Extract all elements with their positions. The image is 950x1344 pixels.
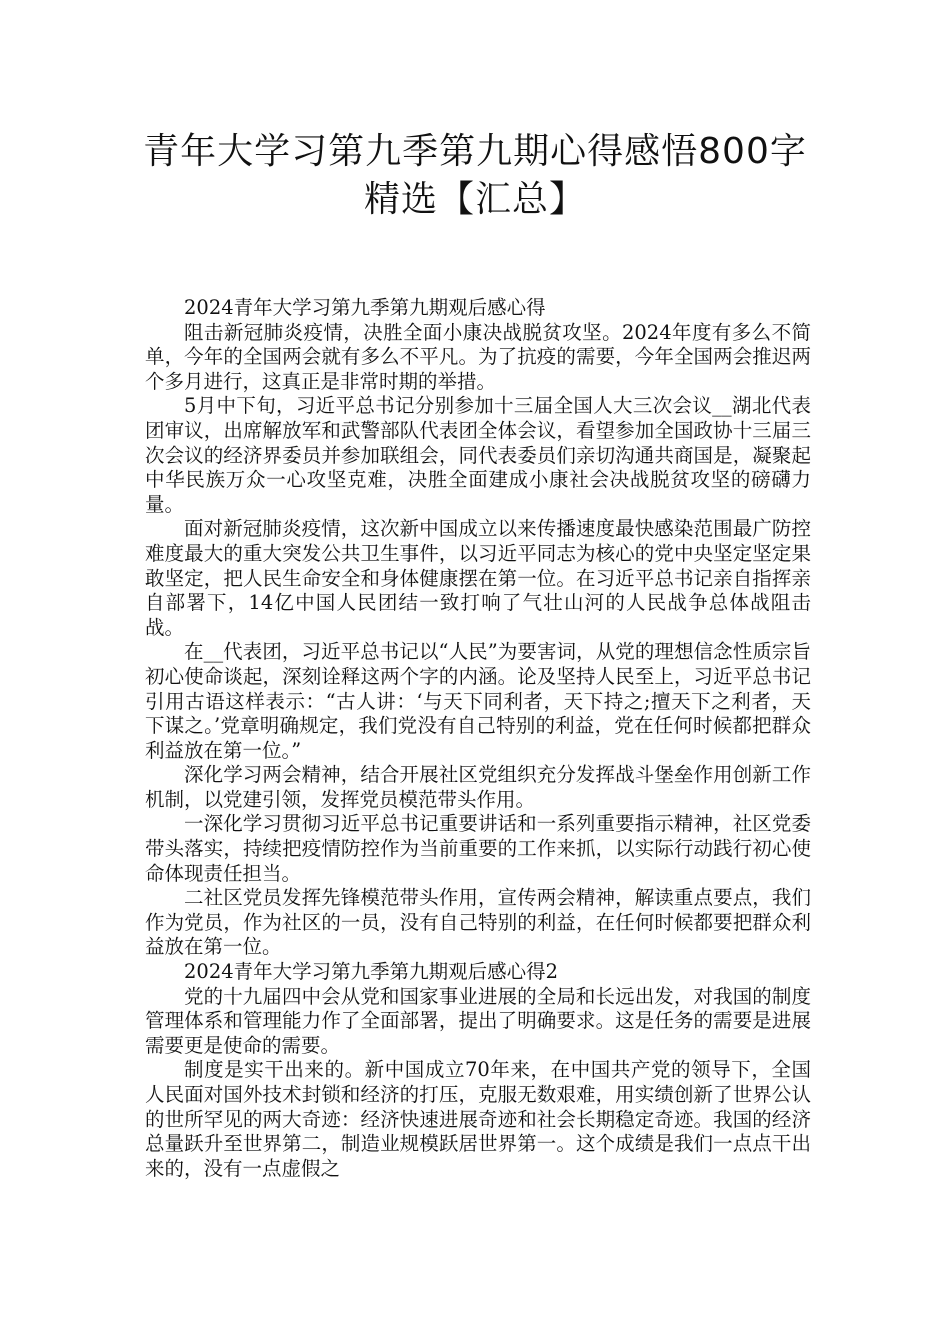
paragraph: 一深化学习贯彻习近平总书记重要讲话和一系列重要指示精神，社区党委带头落实，持续把疫情防控作为当前重要的工作来抓，以实际行动践行初心使命体现责任担当。 <box>145 812 811 885</box>
paragraph: 在__代表团，习近平总书记以“人民”为要害词，从党的理想信念性质宗旨初心使命谈起，深刻诠释这两个字的内涵。论及坚持人民至上，习近平总书记引用古语这样表示：“古人讲：‘与天下同利者，天下持之;擅天下之利者，天下谋之。’党章明确规定，我们党没有自己特别的利益，党在任何时候都把群众利益放在第一位。” <box>145 640 811 762</box>
paragraph: 阻击新冠肺炎疫情，决胜全面小康决战脱贫攻坚。2024年度有多么不简单，今年的全国两会就有多么不平凡。为了抗疫的需要，今年全国两会推迟两个多月进行，这真正是非常时期的举措。 <box>145 320 811 393</box>
document-body <box>145 296 811 1181</box>
paragraph-subheading-2: 2024青年大学习第九季第九期观后感心得2 <box>184 960 559 984</box>
paragraph: 深化学习两会精神，结合开展社区党组织充分发挥战斗堡垒作用创新工作机制，以党建引领，发挥党员模范带头作用。 <box>145 763 811 811</box>
paragraph: 二社区党员发挥先锋模范带头作用，宣传两会精神，解读重点要点，我们作为党员，作为社区的一员，没有自己特别的利益，在任何时候都要把群众利益放在第一位。 <box>145 886 811 959</box>
document-title: 青年大学习第九季第九期心得感悟800字精选【汇总】 <box>143 131 807 220</box>
paragraph: 党的十九届四中会从党和国家事业进展的全局和长远出发，对我国的制度管理体系和管理能力作了全面部署，提出了明确要求。这是任务的需要是进展需要更是使命的需要。 <box>145 984 811 1057</box>
paragraph: 制度是实干出来的。新中国成立70年来，在中国共产党的领导下，全国人民面对国外技术封锁和经济的打压，克服无数艰难，用实绩创新了世界公认的世所罕见的两大奇迹：经济快速进展奇迹和社会长期稳定奇迹。我国的经济总量跃升至世界第二，制造业规模跃居世界第一。这个成绩是我们一点点干出来的，没有一点虚假之 <box>145 1058 811 1180</box>
paragraph: 面对新冠肺炎疫情，这次新中国成立以来传播速度最快感染范围最广防控难度最大的重大突发公共卫生事件，以习近平同志为核心的党中央坚定坚定果敢坚定，把人民生命安全和身体健康摆在第一位。在习近平总书记亲自指挥亲自部署下，14亿中国人民团结一致打响了气壮山河的人民战争总体战阻击战。 <box>145 517 811 639</box>
paragraph: 5月中下旬，习近平总书记分别参加十三届全国人大三次会议__湖北代表团审议，出席解放军和武警部队代表团全体会议，看望参加全国政协十三届三次会议的经济界委员并参加联组会，同代表委员们亲切沟通共商国是，凝聚起中华民族万众一心攻坚克难，决胜全面建成小康社会决战脱贫攻坚的磅礴力量。 <box>145 394 811 516</box>
paragraph-subheading-1: 2024青年大学习第九季第九期观后感心得 <box>184 296 546 319</box>
